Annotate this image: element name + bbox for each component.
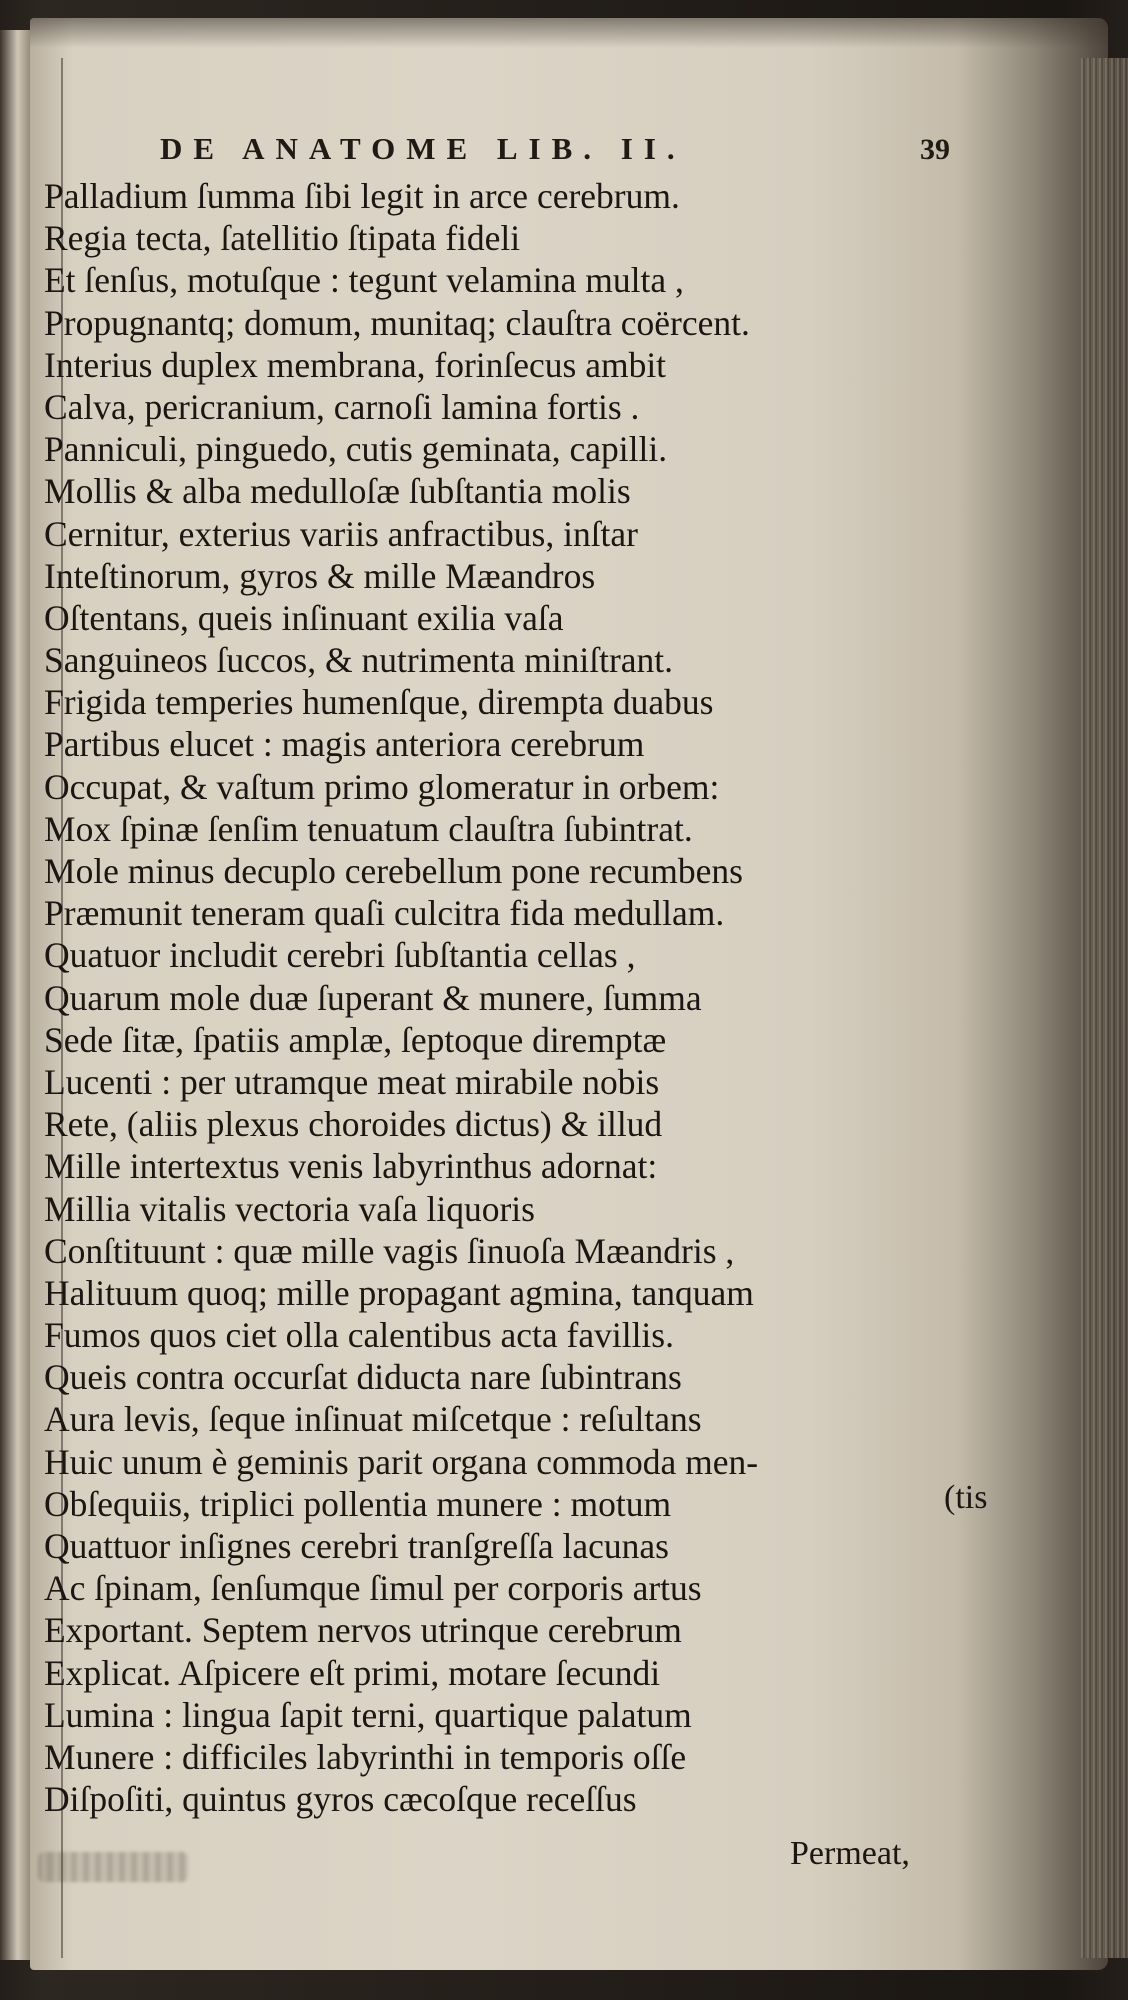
verse-line: Halituum quoq; mille propagant agmina, tanquam xyxy=(44,1272,754,1313)
verse-line: Panniculi, pinguedo, cutis geminata, capilli. xyxy=(44,429,668,470)
verse-line: Sanguineos ſuccos, & nutrimenta miniſtrant. xyxy=(44,640,674,681)
verse-line: Interius duplex membrana, forinſecus ambit xyxy=(44,344,667,385)
ink-bleed-through xyxy=(38,1852,188,1882)
verse-line: Inteſtinorum, gyros & mille Mæandros xyxy=(44,555,596,596)
verse-line: Propugnantq; domum, munitaq; clauſtra coërcent. xyxy=(44,302,750,343)
verse-line: Conſtituunt : quæ mille vagis ſinuoſa Mæandris , xyxy=(44,1230,735,1271)
verse-block xyxy=(44,175,1004,1820)
verse-line: Huic unum è geminis parit organa commoda men- xyxy=(44,1441,759,1482)
verse-line: Quatuor includit cerebri ſubſtantia cellas , xyxy=(44,935,636,976)
verse-line: Diſpoſiti, quintus gyros cæcoſque receſſus xyxy=(44,1779,637,1820)
page-number: 39 xyxy=(920,133,950,166)
verse-line: Mille intertextus venis labyrinthus adornat: xyxy=(44,1146,658,1187)
verse-line: Mox ſpinæ ſenſim tenuatum clauſtra ſubintrat. xyxy=(44,808,693,849)
page-top-shadow xyxy=(30,18,1108,48)
verse-line: Partibus elucet : magis anteriora cerebrum xyxy=(44,724,645,765)
page-fore-edge xyxy=(1080,58,1128,1958)
verse-line: Explicat. Aſpicere eſt primi, motare ſecundi xyxy=(44,1652,661,1693)
verse-line: Lumina : lingua ſapit terni, quartique palatum xyxy=(44,1694,692,1735)
verse-line: Præmunit teneram quaſi culcitra fida medullam. xyxy=(44,893,725,934)
verse-line: Aura levis, ſeque inſinuat miſcetque : reſultans xyxy=(44,1399,702,1440)
verse-line: Fumos quos ciet olla calentibus acta favillis. xyxy=(44,1315,674,1356)
verse-line: Munere : difficiles labyrinthi in temporis oſſe xyxy=(44,1736,687,1777)
verse-line: Palladium ſumma ſibi legit in arce cerebrum. xyxy=(44,176,680,216)
facing-page-edge xyxy=(0,30,32,1960)
verse-line: Calva, pericranium, carnoſi lamina fortis . xyxy=(44,386,640,427)
running-head: DE ANATOME LIB. II. xyxy=(160,131,686,166)
verse-line: Frigida temperies humenſque, dirempta duabus xyxy=(44,682,714,723)
verse-line: Oſtentans, queis inſinuant exilia vaſa xyxy=(44,597,564,638)
verse-line: Rete, (aliis plexus choroides dictus) & illud xyxy=(44,1104,663,1145)
verse-line: Quattuor inſignes cerebri tranſgreſſa lacunas xyxy=(44,1526,669,1566)
verse-line: Cernitur, exterius variis anfractibus, inſtar xyxy=(44,513,639,554)
verse-line: Ac ſpinam, ſenſumque ſimul per corporis artus xyxy=(44,1568,702,1609)
verse-line: Quarum mole duæ ſuperant & munere, ſumma xyxy=(44,977,702,1018)
verse-line: Mollis & alba medulloſæ ſubſtantia molis xyxy=(44,471,631,512)
verse-line: Occupat, & vaſtum primo glomeratur in orbem: xyxy=(44,766,720,807)
turnover-fragment: (tis xyxy=(944,1479,988,1516)
verse-line: Sede ſitæ, ſpatiis amplæ, ſeptoque diremptæ xyxy=(44,1019,667,1060)
catchword: Permeat, xyxy=(790,1835,910,1872)
verse-line: Obſequiis, triplici pollentia munere : motum xyxy=(44,1483,672,1524)
verse-line: Lucenti : per utramque meat mirabile nobis xyxy=(44,1061,660,1102)
verse-line: Exportant. Septem nervos utrinque cerebrum xyxy=(44,1610,682,1651)
verse-line: Mole minus decuplo cerebellum pone recumbens xyxy=(44,851,743,891)
verse-line: Et ſenſus, motuſque : tegunt velamina multa , xyxy=(44,260,684,301)
verse-line: Regia tecta, ſatellitio ſtipata fideli xyxy=(44,218,521,259)
verse-line: Millia vitalis vectoria vaſa liquoris xyxy=(44,1188,535,1229)
verse-line: Queis contra occurſat diducta nare ſubintrans xyxy=(44,1357,682,1398)
